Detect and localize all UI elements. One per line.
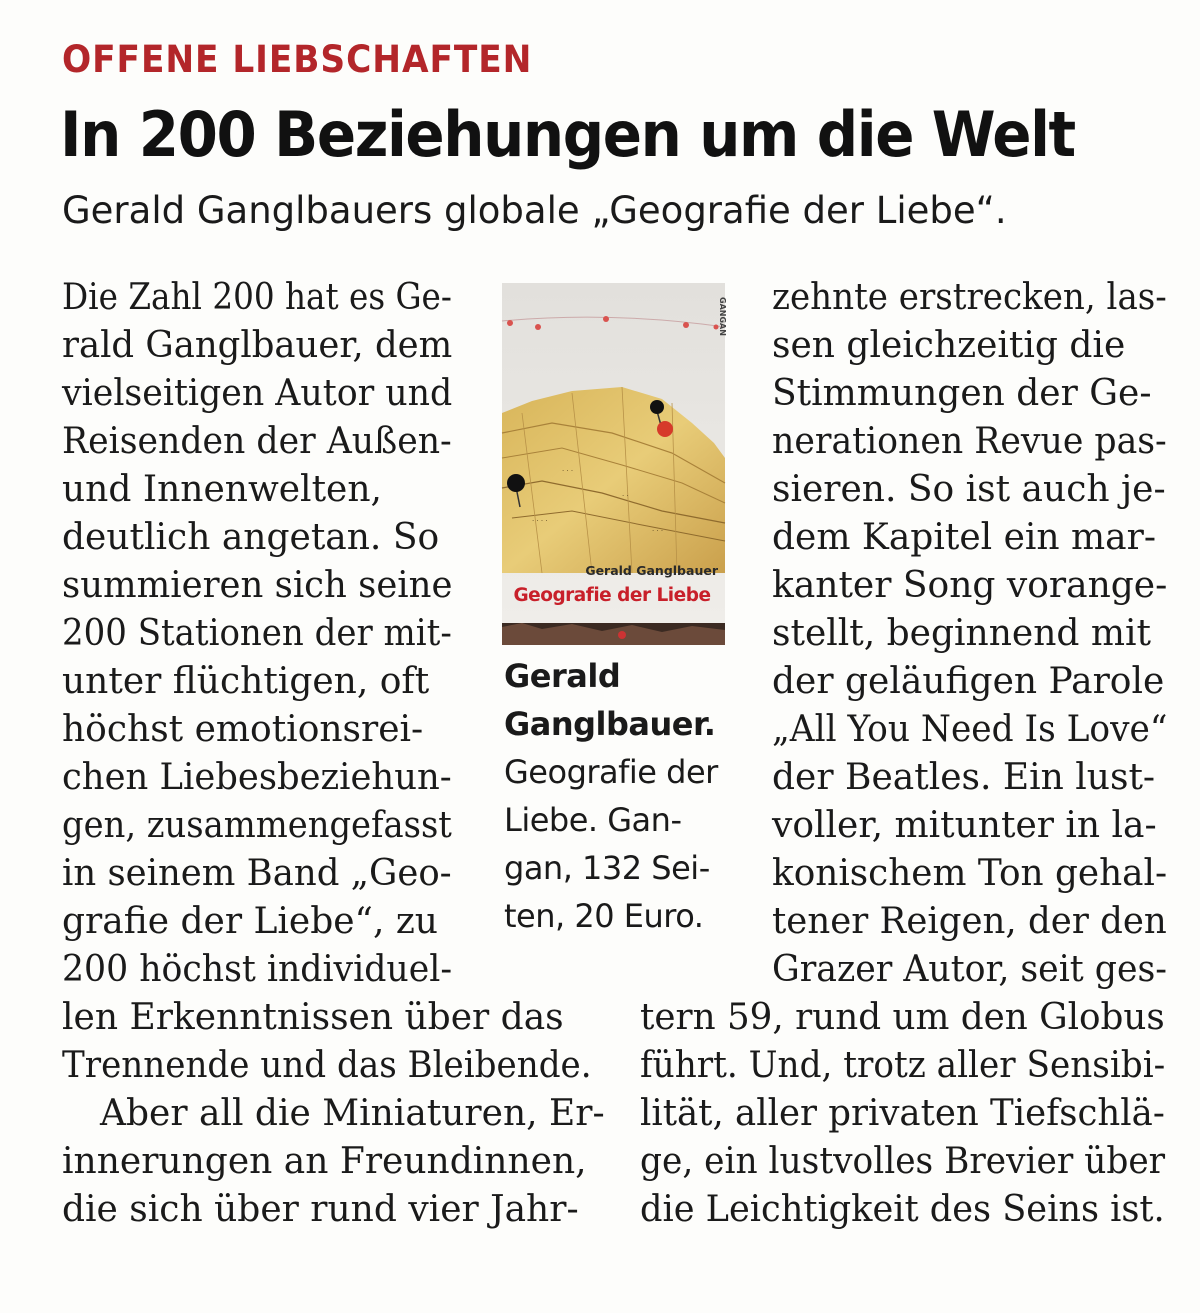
body-line: zehnte erstrecken, las- (772, 277, 1167, 318)
body-line: rald Ganglbauer, dem (62, 325, 453, 366)
body-line: in seinem Band „Geo- (62, 853, 452, 894)
body-line: und Innenwelten, (62, 469, 382, 510)
caption-line: Ganglbauer. (504, 705, 716, 743)
body-line: tern 59, rund um den Globus (640, 997, 1165, 1038)
body-line: konischem Ton gehal- (772, 853, 1168, 894)
kicker: OFFENE LIEBSCHAFTEN (62, 38, 533, 81)
body-line: tener Reigen, der den (772, 901, 1167, 942)
body-line: gen, zusammengefasst (62, 805, 452, 846)
book-author: Gerald Ganglbauer (585, 563, 718, 578)
subheadline: Gerald Ganglbauers globale „Geografie der Liebe“. (62, 189, 1007, 232)
body-line: Aber all die Miniaturen, Er- (100, 1093, 605, 1134)
caption-line: Geografie der (504, 753, 718, 791)
body-line: der geläufigen Parole (772, 661, 1165, 702)
body-line: Reisenden der Außen- (62, 421, 452, 462)
svg-text:· · · ·: · · · · (532, 517, 548, 525)
body-line: innerungen an Freundinnen, (62, 1141, 587, 1182)
caption-line: ten, 20 Euro. (504, 897, 704, 935)
body-line: unter flüchtigen, oft (62, 661, 430, 702)
body-line: kanter Song vorange- (772, 565, 1168, 606)
body-line: der Beatles. Ein lust- (772, 757, 1156, 798)
body-line: die Leichtigkeit des Seins ist. (640, 1189, 1165, 1230)
body-line: die sich über rund vier Jahr- (62, 1189, 579, 1230)
body-line: summieren sich seine (62, 565, 453, 606)
body-line: stellt, beginnend mit (772, 613, 1152, 654)
headline: In 200 Beziehungen um die Welt (60, 98, 1075, 171)
body-line: 200 Stationen der mit- (62, 613, 452, 654)
body-line: führt. Und, trotz aller Sensibi- (640, 1045, 1166, 1086)
body-line: lität, aller privaten Tiefschlä- (640, 1093, 1165, 1134)
body-line: dem Kapitel ein mar- (772, 517, 1156, 558)
body-line: Die Zahl 200 hat es Ge- (62, 277, 452, 318)
publisher-logo: GANGAN (718, 297, 727, 336)
body-line: höchst emotionsrei- (62, 709, 424, 750)
book-cover-image (502, 283, 725, 645)
body-line: vielseitigen Autor und (62, 373, 453, 414)
book-title: Geografie der Liebe (513, 585, 711, 606)
caption-line: Gerald (504, 657, 621, 695)
body-line: „All You Need Is Love“ (772, 709, 1168, 750)
body-line: chen Liebesbeziehun- (62, 757, 452, 798)
caption-line: gan, 132 Sei- (504, 849, 710, 887)
body-line: nerationen Revue pas- (772, 421, 1167, 462)
body-line: Trennende und das Bleibende. (62, 1045, 592, 1086)
body-line: grafie der Liebe“, zu (62, 901, 438, 942)
body-line: sieren. So ist auch je- (772, 469, 1166, 510)
body-line: Grazer Autor, seit ges- (772, 949, 1168, 990)
body-line: sen gleichzeitig die (772, 325, 1126, 366)
body-line: voller, mitunter in la- (772, 805, 1157, 846)
svg-text:· ·: · · (622, 492, 629, 500)
body-line: ge, ein lustvolles Brevier über (640, 1141, 1166, 1182)
svg-text:· · ·: · · · (652, 527, 664, 535)
body-line: Stimmungen der Ge- (772, 373, 1152, 414)
svg-text:· · ·: · · · (562, 467, 574, 475)
body-line: deutlich angetan. So (62, 517, 440, 558)
caption-line: Liebe. Gan- (504, 801, 682, 839)
body-line: 200 höchst individuel- (62, 949, 453, 990)
body-line: len Erkenntnissen über das (62, 997, 564, 1038)
